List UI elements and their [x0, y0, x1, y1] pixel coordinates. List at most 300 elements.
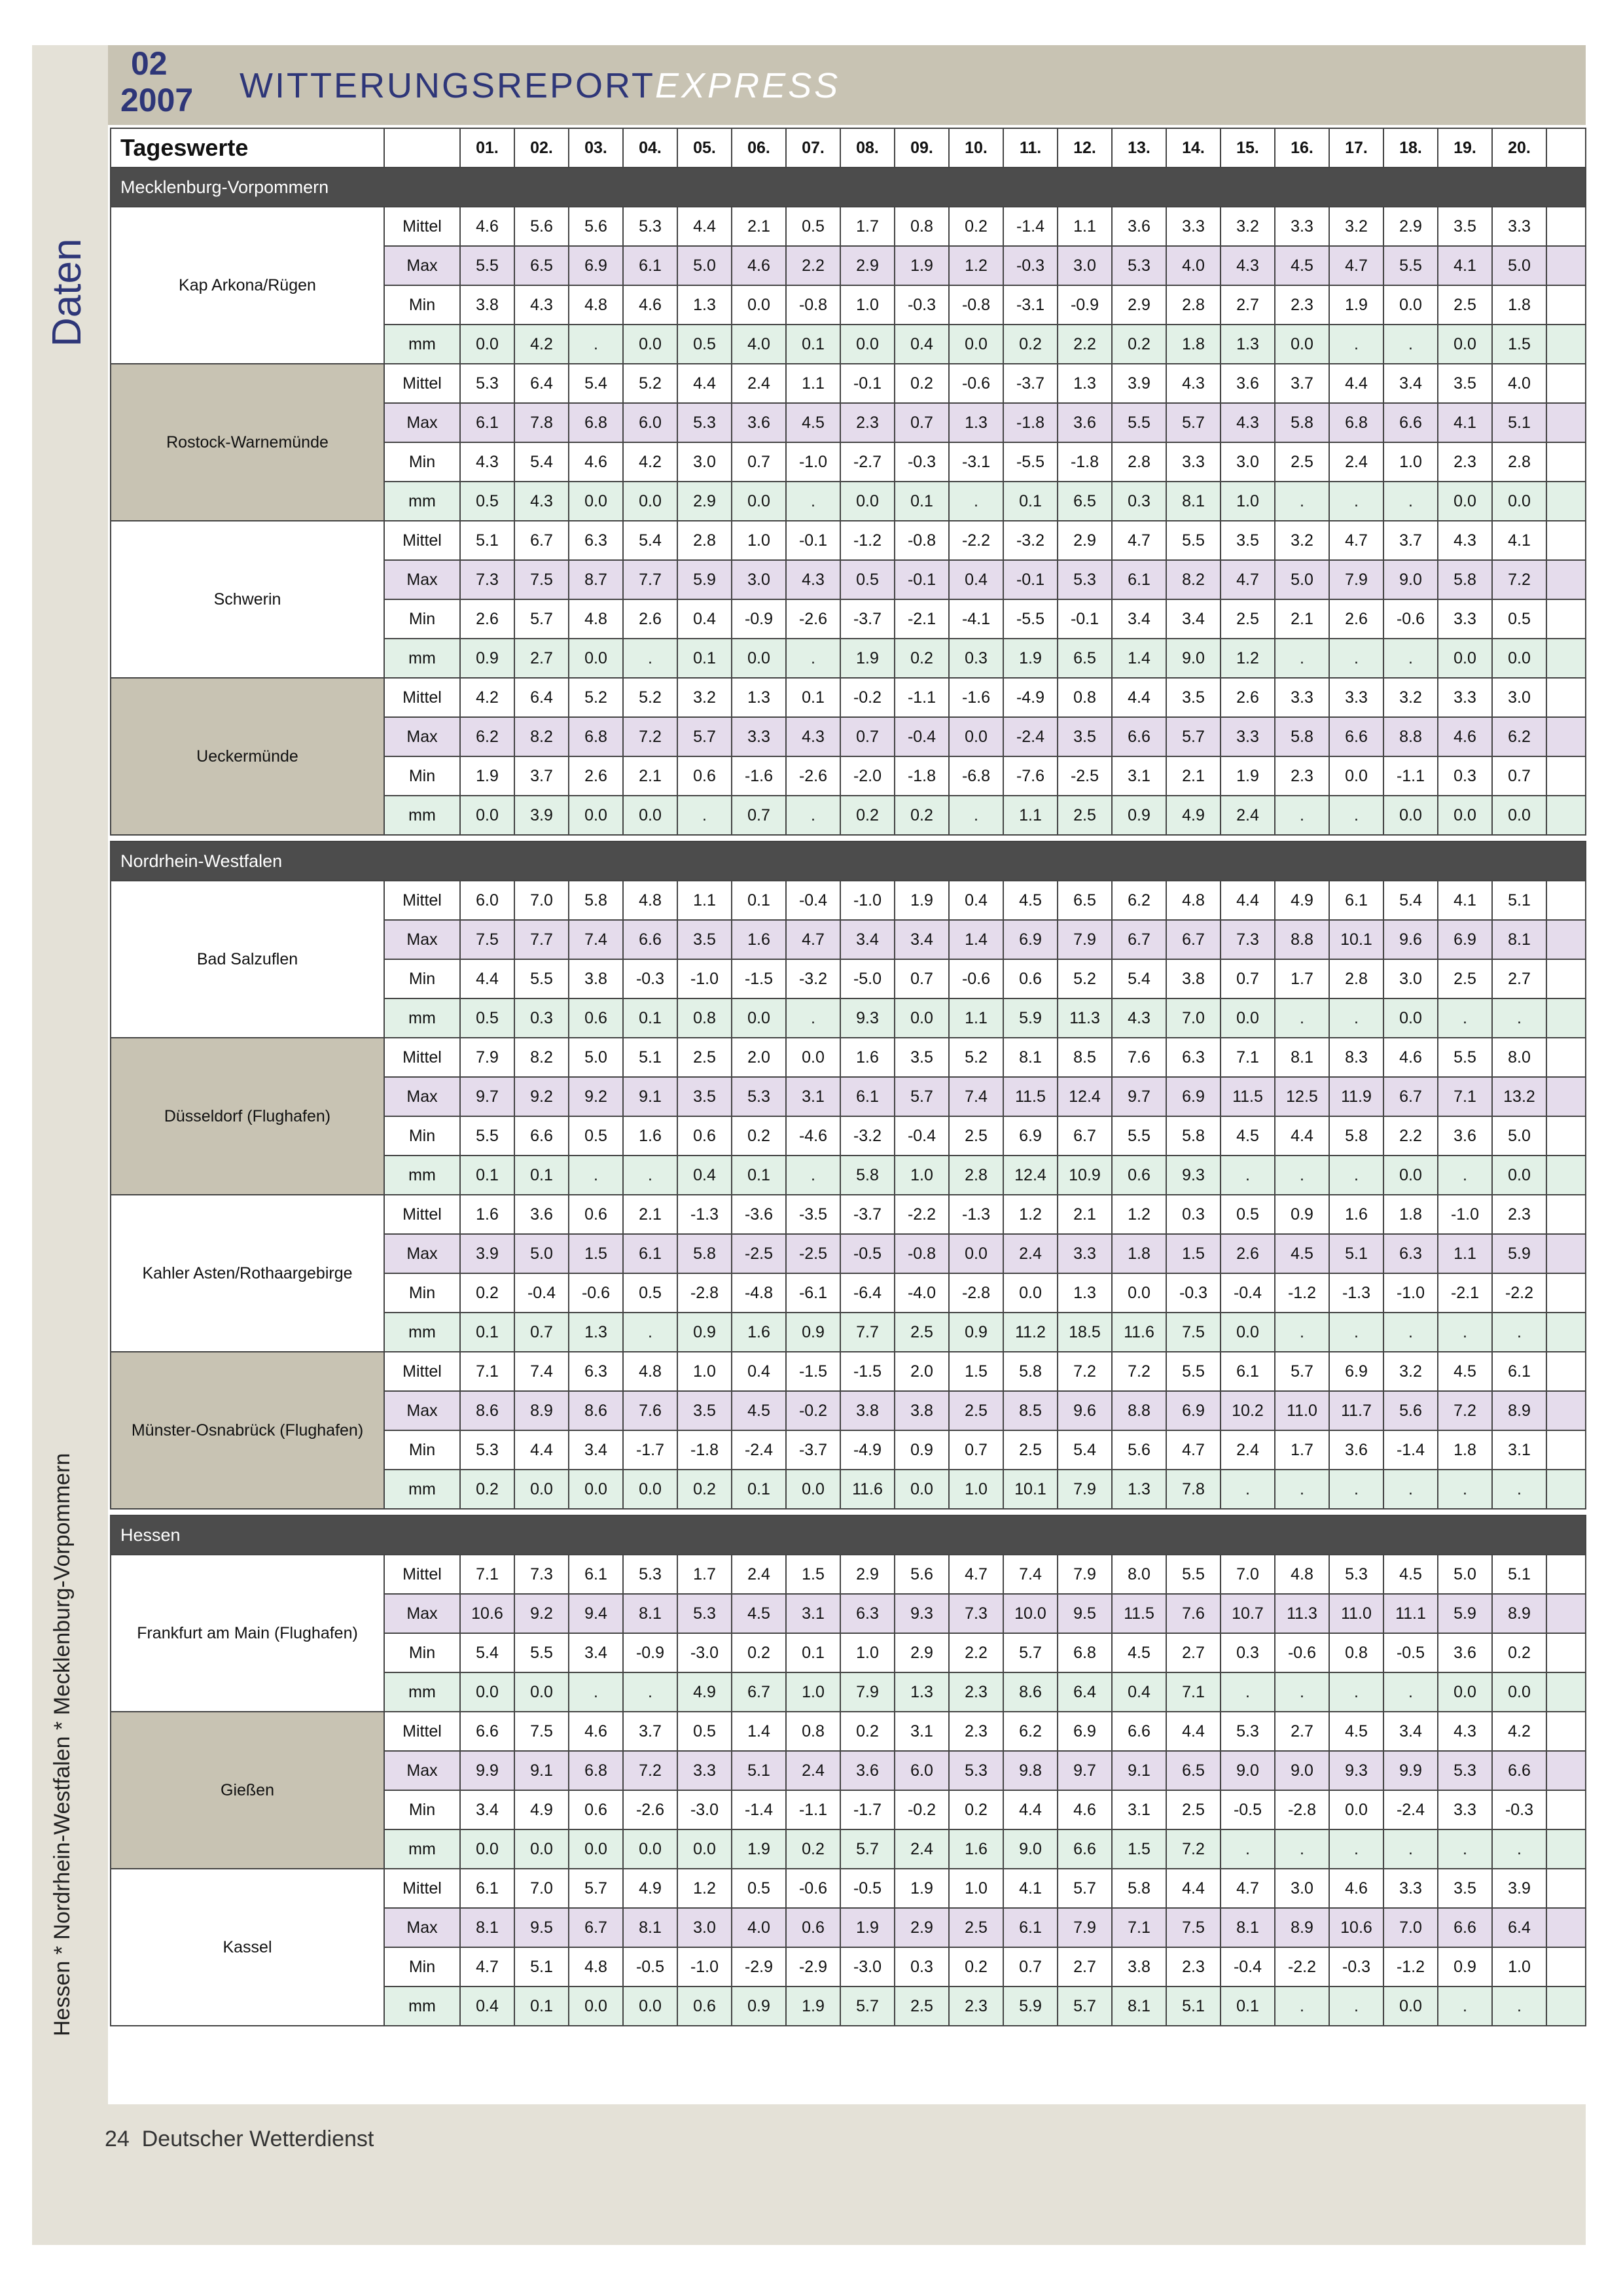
value-cell: 1.9	[1003, 639, 1058, 678]
value-cell: 7.1	[460, 1555, 514, 1594]
table-row	[111, 1869, 1586, 1908]
value-cell: -0.6	[949, 959, 1003, 998]
table-row	[111, 1195, 1586, 1234]
value-cell: 0.0	[1438, 639, 1492, 678]
value-cell: 7.6	[1166, 1594, 1221, 1633]
value-cell: 0.0	[569, 796, 623, 835]
value-cell: 6.6	[1112, 1712, 1166, 1751]
value-cell: 0.5	[1492, 599, 1546, 639]
trailing-cell	[1546, 1195, 1586, 1234]
value-cell: 0.8	[895, 207, 949, 246]
value-cell: 2.5	[1275, 442, 1329, 482]
value-cell: 1.9	[895, 246, 949, 285]
station-name: Kap Arkona/Rügen	[111, 207, 384, 364]
value-cell: 4.8	[569, 285, 623, 325]
value-cell: 1.6	[623, 1116, 677, 1156]
value-cell: 0.7	[949, 1430, 1003, 1470]
value-cell: 4.5	[1438, 1352, 1492, 1391]
value-cell: 4.3	[1112, 998, 1166, 1038]
value-cell: 1.9	[1329, 285, 1383, 325]
value-cell: 0.0	[569, 482, 623, 521]
value-cell: -0.5	[840, 1234, 895, 1273]
value-cell: 5.0	[1438, 1555, 1492, 1594]
value-cell: 4.6	[569, 1712, 623, 1751]
value-cell: 6.6	[1492, 1751, 1546, 1790]
value-cell: 0.6	[569, 1195, 623, 1234]
value-cell: 0.9	[786, 1313, 840, 1352]
value-cell: .	[1329, 1829, 1383, 1869]
value-cell: -3.1	[1003, 285, 1058, 325]
value-cell: 2.7	[1221, 285, 1275, 325]
table-row	[111, 1712, 1586, 1751]
value-cell: 3.6	[1438, 1116, 1492, 1156]
value-cell: 2.8	[1329, 959, 1383, 998]
value-cell: 5.7	[895, 1077, 949, 1116]
value-cell: 1.3	[1221, 325, 1275, 364]
header-blank	[1546, 128, 1586, 168]
value-cell: 0.6	[677, 1116, 732, 1156]
value-cell: 2.9	[840, 1555, 895, 1594]
value-cell: -1.1	[1383, 756, 1438, 796]
value-cell: 1.3	[1112, 1470, 1166, 1509]
value-cell: 6.5	[514, 246, 569, 285]
value-cell: 6.3	[1166, 1038, 1221, 1077]
value-cell: 1.9	[840, 1908, 895, 1947]
value-cell: 3.9	[1492, 1869, 1546, 1908]
value-cell: 0.8	[1329, 1633, 1383, 1672]
value-cell: .	[786, 1156, 840, 1195]
day-header: 05.	[677, 128, 732, 168]
value-cell: -0.6	[786, 1869, 840, 1908]
value-cell: -0.3	[623, 959, 677, 998]
value-cell: 2.9	[895, 1908, 949, 1947]
value-cell: 5.1	[1492, 403, 1546, 442]
value-cell: 2.5	[949, 1391, 1003, 1430]
value-cell: 5.5	[1166, 1555, 1221, 1594]
trailing-cell	[1546, 521, 1586, 560]
value-cell: 7.1	[1112, 1908, 1166, 1947]
value-cell: 2.6	[1221, 1234, 1275, 1273]
state-gap	[111, 1509, 1586, 1515]
value-cell: 0.2	[895, 796, 949, 835]
value-cell: 0.0	[1383, 285, 1438, 325]
trailing-cell	[1546, 1712, 1586, 1751]
value-cell: 3.9	[1112, 364, 1166, 403]
value-cell: .	[1383, 482, 1438, 521]
value-cell: 6.5	[1058, 482, 1112, 521]
trailing-cell	[1546, 1038, 1586, 1077]
value-cell: 10.6	[1329, 1908, 1383, 1947]
value-cell: 3.3	[1166, 207, 1221, 246]
value-cell: 3.1	[1492, 1430, 1546, 1470]
value-cell: -2.2	[1275, 1947, 1329, 1987]
value-cell: 6.3	[569, 521, 623, 560]
value-cell: 8.9	[1492, 1594, 1546, 1633]
value-cell: 5.8	[1275, 403, 1329, 442]
value-cell: 2.2	[949, 1633, 1003, 1672]
value-cell: .	[677, 796, 732, 835]
day-header: 12.	[1058, 128, 1112, 168]
station-name: Münster-Osnabrück (Flughafen)	[111, 1352, 384, 1509]
trailing-cell	[1546, 1869, 1586, 1908]
value-cell: 3.2	[1221, 207, 1275, 246]
value-cell: 11.0	[1275, 1391, 1329, 1430]
value-cell: 4.2	[623, 442, 677, 482]
value-cell: 1.8	[1492, 285, 1546, 325]
value-cell: 6.9	[1003, 920, 1058, 959]
value-cell: 4.2	[1492, 1712, 1546, 1751]
value-cell: 8.1	[1112, 1987, 1166, 2026]
value-cell: 5.8	[1438, 560, 1492, 599]
value-cell: -3.5	[786, 1195, 840, 1234]
value-cell: 5.9	[1003, 998, 1058, 1038]
value-cell: 6.8	[569, 1751, 623, 1790]
value-cell: 3.2	[1383, 678, 1438, 717]
value-cell: 3.3	[1221, 717, 1275, 756]
value-cell: 6.1	[460, 403, 514, 442]
value-cell: 3.3	[1383, 1869, 1438, 1908]
value-cell: -1.3	[949, 1195, 1003, 1234]
value-cell: 5.9	[1492, 1234, 1546, 1273]
value-cell: 3.6	[514, 1195, 569, 1234]
value-cell: 5.1	[514, 1947, 569, 1987]
value-cell: 5.6	[1383, 1391, 1438, 1430]
value-cell: -3.2	[786, 959, 840, 998]
trailing-cell	[1546, 920, 1586, 959]
value-cell: 0.5	[623, 1273, 677, 1313]
value-cell: 5.3	[460, 1430, 514, 1470]
value-cell: -4.8	[732, 1273, 786, 1313]
value-type-label: Min	[384, 1116, 460, 1156]
value-cell: .	[623, 1313, 677, 1352]
value-cell: 0.7	[1221, 959, 1275, 998]
value-cell: 4.9	[1275, 881, 1329, 920]
value-cell: 6.1	[1221, 1352, 1275, 1391]
value-cell: 9.9	[1383, 1751, 1438, 1790]
value-cell: 4.9	[514, 1790, 569, 1829]
value-cell: 0.4	[677, 599, 732, 639]
value-cell: 6.7	[1383, 1077, 1438, 1116]
value-type-label: mm	[384, 639, 460, 678]
value-type-label: mm	[384, 1470, 460, 1509]
value-cell: 6.6	[1112, 717, 1166, 756]
value-cell: 7.8	[1166, 1470, 1221, 1509]
value-cell: 3.1	[786, 1594, 840, 1633]
value-cell: 0.2	[895, 639, 949, 678]
value-cell: -0.3	[895, 442, 949, 482]
value-cell: 2.1	[623, 1195, 677, 1234]
table-row	[111, 521, 1586, 560]
value-cell: 4.3	[786, 717, 840, 756]
value-cell: 0.0	[514, 1470, 569, 1509]
value-cell: 2.9	[1058, 521, 1112, 560]
value-cell: 5.7	[1275, 1352, 1329, 1391]
value-cell: 7.1	[1166, 1672, 1221, 1712]
value-cell: 13.2	[1492, 1077, 1546, 1116]
value-cell: -0.8	[786, 285, 840, 325]
value-cell: 10.7	[1221, 1594, 1275, 1633]
value-cell: 8.2	[514, 717, 569, 756]
value-cell: 5.3	[1221, 1712, 1275, 1751]
value-cell: 4.6	[623, 285, 677, 325]
value-cell: -4.0	[895, 1273, 949, 1313]
value-cell: 0.0	[1275, 325, 1329, 364]
value-cell: 3.3	[1438, 1790, 1492, 1829]
value-cell: -3.7	[840, 1195, 895, 1234]
day-header: 10.	[949, 128, 1003, 168]
value-cell: 9.2	[514, 1077, 569, 1116]
value-cell: -0.4	[895, 1116, 949, 1156]
value-cell: 5.4	[623, 521, 677, 560]
value-type-label: mm	[384, 482, 460, 521]
value-cell: 3.4	[460, 1790, 514, 1829]
value-cell: 1.5	[949, 1352, 1003, 1391]
value-cell: -3.2	[1003, 521, 1058, 560]
value-cell: 0.3	[895, 1947, 949, 1987]
trailing-cell	[1546, 1234, 1586, 1273]
value-cell: 6.7	[1058, 1116, 1112, 1156]
value-cell: -1.8	[677, 1430, 732, 1470]
value-cell: 2.3	[1275, 285, 1329, 325]
value-cell: 1.2	[677, 1869, 732, 1908]
value-cell: -0.6	[949, 364, 1003, 403]
value-cell: 0.4	[895, 325, 949, 364]
value-cell: 5.0	[1492, 1116, 1546, 1156]
value-cell: 5.5	[1166, 1352, 1221, 1391]
value-cell: 0.5	[1221, 1195, 1275, 1234]
value-cell: 6.9	[1329, 1352, 1383, 1391]
value-cell: 0.3	[514, 998, 569, 1038]
value-cell: 6.1	[623, 1234, 677, 1273]
value-cell: 2.7	[1275, 1712, 1329, 1751]
value-cell: 6.9	[569, 246, 623, 285]
value-cell: 6.2	[1112, 881, 1166, 920]
value-cell: 5.4	[1058, 1430, 1112, 1470]
value-cell: 3.4	[569, 1430, 623, 1470]
value-type-label: Min	[384, 756, 460, 796]
value-cell: -3.2	[840, 1116, 895, 1156]
value-cell: 8.1	[1492, 920, 1546, 959]
value-cell: .	[1438, 1470, 1492, 1509]
value-cell: -1.4	[1003, 207, 1058, 246]
value-cell: 0.1	[514, 1156, 569, 1195]
value-cell: 0.4	[949, 560, 1003, 599]
value-cell: .	[1329, 1987, 1383, 2026]
value-cell: 5.6	[895, 1555, 949, 1594]
value-type-label: Min	[384, 1947, 460, 1987]
value-cell: 7.5	[460, 920, 514, 959]
value-cell: -1.2	[1383, 1947, 1438, 1987]
value-cell: 5.1	[1329, 1234, 1383, 1273]
value-cell: .	[1275, 796, 1329, 835]
trailing-cell	[1546, 207, 1586, 246]
value-cell: 2.0	[732, 1038, 786, 1077]
value-cell: 3.0	[732, 560, 786, 599]
value-cell: 9.1	[623, 1077, 677, 1116]
trailing-cell	[1546, 364, 1586, 403]
value-cell: 4.4	[677, 364, 732, 403]
value-cell: 0.5	[786, 207, 840, 246]
value-cell: 6.9	[1438, 920, 1492, 959]
value-cell: -1.8	[895, 756, 949, 796]
value-cell: 7.2	[1492, 560, 1546, 599]
value-cell: 1.1	[677, 881, 732, 920]
value-cell: 1.5	[1492, 325, 1546, 364]
value-cell: -0.9	[623, 1633, 677, 1672]
value-cell: 1.0	[949, 1470, 1003, 1509]
value-cell: 4.3	[514, 482, 569, 521]
value-cell: 7.7	[623, 560, 677, 599]
value-cell: -4.6	[786, 1116, 840, 1156]
value-cell: 10.2	[1221, 1391, 1275, 1430]
value-cell: -2.6	[786, 599, 840, 639]
day-header: 01.	[460, 128, 514, 168]
value-cell: .	[1275, 1672, 1329, 1712]
value-cell: 11.5	[1112, 1594, 1166, 1633]
value-cell: 0.4	[677, 1156, 732, 1195]
value-cell: 4.5	[786, 403, 840, 442]
value-cell: -7.6	[1003, 756, 1058, 796]
value-cell: 3.3	[1275, 678, 1329, 717]
value-cell: 2.5	[895, 1313, 949, 1352]
value-cell: 4.8	[1166, 881, 1221, 920]
value-cell: .	[1383, 1829, 1438, 1869]
value-cell: 0.3	[1112, 482, 1166, 521]
value-cell: 0.0	[1112, 1273, 1166, 1313]
value-cell: 0.0	[840, 325, 895, 364]
value-type-label: Max	[384, 1077, 460, 1116]
value-cell: 3.0	[1383, 959, 1438, 998]
value-cell: 1.7	[840, 207, 895, 246]
value-type-label: Min	[384, 1633, 460, 1672]
value-cell: 0.0	[514, 1672, 569, 1712]
value-cell: 0.0	[623, 1470, 677, 1509]
value-cell: 2.1	[1275, 599, 1329, 639]
value-cell: 0.9	[1275, 1195, 1329, 1234]
value-cell: 2.8	[949, 1156, 1003, 1195]
value-cell: 2.5	[1221, 599, 1275, 639]
value-cell: 2.9	[1383, 207, 1438, 246]
trailing-cell	[1546, 325, 1586, 364]
value-cell: 1.2	[1112, 1195, 1166, 1234]
value-cell: 4.0	[732, 325, 786, 364]
value-type-label: Mittel	[384, 1555, 460, 1594]
value-cell: 5.0	[1275, 560, 1329, 599]
value-cell: 7.0	[1166, 998, 1221, 1038]
trailing-cell	[1546, 998, 1586, 1038]
value-cell: 2.7	[1166, 1633, 1221, 1672]
value-cell: 1.6	[949, 1829, 1003, 1869]
day-header: 09.	[895, 128, 949, 168]
value-cell: 4.2	[514, 325, 569, 364]
value-cell: 8.1	[1275, 1038, 1329, 1077]
value-cell: 4.1	[1438, 881, 1492, 920]
value-cell: 2.4	[1221, 796, 1275, 835]
trailing-cell	[1546, 1391, 1586, 1430]
trailing-cell	[1546, 1313, 1586, 1352]
value-cell: 0.2	[732, 1633, 786, 1672]
value-cell: 1.9	[1221, 756, 1275, 796]
value-cell: 9.6	[1383, 920, 1438, 959]
value-cell: 0.7	[732, 796, 786, 835]
value-cell: 9.0	[1003, 1829, 1058, 1869]
value-cell: 1.6	[732, 1313, 786, 1352]
value-type-label: Max	[384, 246, 460, 285]
value-cell: 2.9	[895, 1633, 949, 1672]
value-cell: 7.2	[623, 717, 677, 756]
value-cell: 5.8	[1166, 1116, 1221, 1156]
value-cell: 0.0	[1383, 796, 1438, 835]
value-cell: 7.7	[514, 920, 569, 959]
value-cell: 3.6	[1438, 1633, 1492, 1672]
value-type-label: Min	[384, 1790, 460, 1829]
value-cell: 0.1	[514, 1987, 569, 2026]
value-cell: 4.0	[1166, 246, 1221, 285]
value-cell: 3.1	[1112, 1790, 1166, 1829]
value-cell: 3.0	[677, 442, 732, 482]
report-title-main: WITTERUNGSREPORT	[240, 66, 656, 105]
value-cell: 9.4	[569, 1594, 623, 1633]
value-cell: 9.0	[1221, 1751, 1275, 1790]
value-cell: 4.6	[732, 246, 786, 285]
value-cell: 7.4	[949, 1077, 1003, 1116]
value-cell: 4.3	[1221, 403, 1275, 442]
station-name: Ueckermünde	[111, 678, 384, 835]
value-cell: 4.9	[677, 1672, 732, 1712]
value-cell: 12.4	[1058, 1077, 1112, 1116]
value-cell: 0.0	[1438, 1672, 1492, 1712]
value-cell: .	[949, 796, 1003, 835]
value-cell: 5.3	[623, 1555, 677, 1594]
value-cell: 3.1	[786, 1077, 840, 1116]
value-cell: 3.7	[514, 756, 569, 796]
value-cell: 3.5	[1438, 1869, 1492, 1908]
value-cell: 1.0	[1492, 1947, 1546, 1987]
value-cell: 2.3	[949, 1987, 1003, 2026]
trailing-cell	[1546, 1116, 1586, 1156]
day-header: 04.	[623, 128, 677, 168]
value-cell: 5.7	[514, 599, 569, 639]
value-cell: 1.3	[1058, 364, 1112, 403]
value-cell: 2.2	[1383, 1116, 1438, 1156]
value-cell: 5.9	[1003, 1987, 1058, 2026]
value-cell: 9.1	[514, 1751, 569, 1790]
station-name: Düsseldorf (Flughafen)	[111, 1038, 384, 1195]
value-type-label: Mittel	[384, 364, 460, 403]
value-type-label: Max	[384, 717, 460, 756]
value-cell: 4.1	[1492, 521, 1546, 560]
value-cell: 0.0	[895, 1470, 949, 1509]
value-cell: 3.6	[840, 1751, 895, 1790]
value-cell: 1.1	[1438, 1234, 1492, 1273]
value-cell: .	[1438, 1313, 1492, 1352]
value-type-label: Min	[384, 1430, 460, 1470]
value-cell: 6.8	[1329, 403, 1383, 442]
value-cell: 4.4	[1003, 1790, 1058, 1829]
station-name: Schwerin	[111, 521, 384, 678]
value-cell: 8.2	[514, 1038, 569, 1077]
value-cell: 3.4	[1383, 1712, 1438, 1751]
trailing-cell	[1546, 959, 1586, 998]
value-cell: -0.6	[569, 1273, 623, 1313]
value-cell: 6.2	[1003, 1712, 1058, 1751]
day-header: 03.	[569, 128, 623, 168]
value-cell: 4.7	[1221, 560, 1275, 599]
value-cell: 0.6	[569, 998, 623, 1038]
value-cell: 6.1	[1003, 1908, 1058, 1947]
value-cell: -1.4	[1383, 1430, 1438, 1470]
value-cell: 5.3	[460, 364, 514, 403]
